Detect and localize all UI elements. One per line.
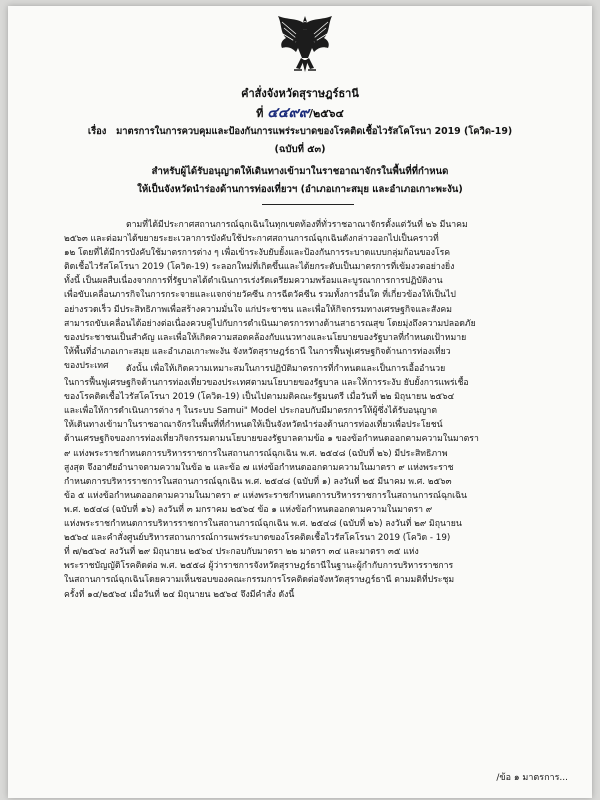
order-number-line bbox=[8, 102, 592, 124]
order-prefix: ที่ bbox=[256, 107, 264, 120]
text-line: พ.ศ. ๒๕๔๘ (ฉบับที่ ๑๖) ลงวันที่ ๓ มกราคม ๒๕๖๔ ข้อ ๑ แห่งข้อกำหนดออกตามความในมาตรา ๙ bbox=[64, 504, 433, 515]
text-line: ทั้งนี้ เป็นผลสืบเนื่องจากการที่รัฐบาลได้ดำเนินการเร่งรัดเตรียมความพร้อมและบูรณาการการปฏิบัติงาน bbox=[64, 276, 443, 287]
text-line: เพื่อขับเคลื่อนภารกิจในการกระจายและแจกจ่ายวัคซีน การฉีดวัคซีน รวมทั้งการอื่นใด ที่เกี่ยวข้องให้เป็นไป bbox=[64, 290, 456, 301]
issuing-agency: คำสั่งจังหวัดสุราษฎร์ธานี bbox=[241, 87, 359, 100]
subject-label: เรื่อง bbox=[87, 126, 107, 137]
text-line: ๙ แห่งพระราชกำหนดการบริหารราชการในสถานการณ์ฉุกเฉิน พ.ศ. ๒๕๔๘ (ฉบับที่ ๒๖) มีประสิทธิภาพ bbox=[64, 448, 448, 459]
subject-text: มาตรการในการควบคุมและป้องกันการแพร่ระบาดของโรคติดเชื้อไวรัสโคโรนา 2019 (โควิด-19) bbox=[116, 126, 513, 137]
text-line: และเพื่อให้การดำเนินการต่าง ๆ ในระบบ Samui" Model ประกอบกับมีมาตรการให้ผู้ซึ่งได้รับอนุญาต bbox=[64, 406, 438, 417]
subject-line bbox=[8, 124, 592, 139]
header-divider bbox=[262, 204, 354, 205]
text-line: ติดเชื้อไวรัสโคโรนา 2019 (โควิด-19) ระลอกใหม่ที่เกิดขึ้นและได้ยกระดับเป็นมาตรการที่เข้มงวดอย่างยิ่ง bbox=[64, 262, 455, 273]
issue-number: (ฉบับที่ ๕๓) bbox=[274, 144, 326, 155]
text-line: กำหนดการบริหารราชการในสถานการณ์ฉุกเฉิน พ.ศ. ๒๕๔๘ (ฉบับที่ ๑) ลงวันที่ ๒๕ มีนาคม พ.ศ. ๒๕๖๓ bbox=[64, 476, 452, 487]
text-line: ให้พื้นที่อำเภอเกาะสมุย และอำเภอเกาะพะงัน จังหวัดสุราษฎร์ธานี ในการฟื้นฟูเศรษฐกิจด้านการท่องเที่ยว bbox=[64, 346, 451, 357]
order-number-handwritten: ๔๔๙๙ bbox=[267, 105, 309, 121]
text-line: ของโรคติดเชื้อไวรัสโคโรนา 2019 (โควิด-19) เป็นไปตามมติคณะรัฐมนตรี เมื่อวันที่ ๒๒ มิถุนายน ๒๕๖๔ bbox=[64, 392, 455, 403]
text-line: ครั้งที่ ๑๔/๒๕๖๔ เมื่อวันที่ ๒๔ มิถุนายน ๒๕๖๔ จึงมีคำสั่ง ดังนี้ bbox=[64, 589, 295, 600]
paragraph-1 bbox=[64, 218, 564, 373]
scope-line-2: ให้เป็นจังหวัดนำร่องด้านการท่องเที่ยวฯ (อำเภอเกาะสมุย และอำเภอเกาะพะงัน) bbox=[137, 184, 463, 195]
garuda-emblem-icon bbox=[274, 14, 336, 74]
document-page bbox=[8, 6, 592, 798]
text-line: สูงสุด จึงอาศัยอำนาจตามความในข้อ ๒ และข้อ ๗ แห่งข้อกำหนดออกตามความในมาตรา ๙ แห่งพระราช bbox=[64, 462, 454, 473]
text-line: ในการฟื้นฟูเศรษฐกิจด้านการท่องเที่ยวของประเทศตามนโยบายของรัฐบาล และให้การระงับ ยับยั้งการแพร่เชื้อ bbox=[64, 378, 469, 389]
text-line: ที่ ๗/๒๕๖๔ ลงวันที่ ๒๙ มิถุนายน ๒๕๖๔ ประกอบกับมาตรา ๒๒ มาตรา ๓๔ และมาตรา ๓๕ แห่ง bbox=[64, 547, 419, 558]
text-line: ในสถานการณ์ฉุกเฉินโดยความเห็นชอบของคณะกรรมการโรคติดต่อจังหวัดสุราษฎร์ธานี ตามมติที่ประชุม bbox=[64, 575, 455, 586]
text-line: อย่างรวดเร็ว มีประสิทธิภาพเพื่อสร้างความมั่นใจ แก่ประชาชน และเพื่อให้กิจกรรมทางเศรษฐกิจและสังคม bbox=[64, 304, 452, 315]
text-line: ของประชาชนเป็นสำคัญ และเพื่อให้เกิดความสอดคล้องกับแนวทางและนโยบายของรัฐบาลที่กำหนดเป้าหมาย bbox=[64, 332, 467, 343]
text-line: ตามที่ได้มีประกาศสถานการณ์ฉุกเฉินในทุกเขตท้องที่ทั่วราชอาณาจักรตั้งแต่วันที่ ๒๖ มีนาคม bbox=[126, 220, 468, 230]
continuation-note: /ข้อ ๑ มาตรการ... bbox=[496, 773, 568, 783]
text-line: ข้อ ๕ แห่งข้อกำหนดออกตามความในมาตรา ๙ แห่งพระราชกำหนดการบริหารราชการในสถานการณ์ฉุกเฉิน bbox=[64, 490, 467, 501]
text-line: ของประเทศ bbox=[64, 360, 109, 371]
text-line: ๒๕๖๔ และคำสั่งศูนย์บริหารสถานการณ์การแพร่ระบาดของโรคติดเชื้อไวรัสโคโรนา 2019 (โควิด - 19) bbox=[64, 533, 451, 544]
order-year: /๒๕๖๔ bbox=[308, 107, 344, 120]
text-line: ให้เดินทางเข้ามาในราชอาณาจักรในพื้นที่ที่กำหนดให้เป็นจังหวัดนำร่องด้านการท่องเที่ยวเพื่อประโยชน์ bbox=[64, 420, 443, 431]
text-line: ดังนั้น เพื่อให้เกิดความเหมาะสมในการปฏิบัติมาตรการที่กำหนดและเป็นการเอื้ออำนวย bbox=[126, 364, 446, 374]
text-line: แห่งพระราชกำหนดการบริหารราชการในสถานการณ์ฉุกเฉิน พ.ศ. ๒๕๔๘ (ฉบับที่ ๒๖) ลงวันที่ ๒๙ มิถุนายน bbox=[64, 519, 462, 530]
scope-line-1: สำหรับผู้ได้รับอนุญาตให้เดินทางเข้ามาในราชอาณาจักรในพื้นที่ที่กำหนด bbox=[151, 166, 449, 177]
text-line: ๒๕๖๓ และต่อมาได้ขยายระยะเวลาการบังคับใช้ประกาศสถานการณ์ฉุกเฉินดังกล่าวออกไปเป็นคราวที่ bbox=[64, 234, 439, 245]
text-line: พระราชบัญญัติโรคติดต่อ พ.ศ. ๒๕๕๘ ผู้ว่าราชการจังหวัดสุราษฎร์ธานีในฐานะผู้กำกับการบริหารราชการ bbox=[64, 561, 454, 572]
text-line: สามารถขับเคลื่อนได้อย่างต่อเนื่องควบคู่ไปกับการดำเนินมาตรการทางด้านสาธารณสุข โดยมุ่งถึงความปลอดภัย bbox=[64, 318, 476, 329]
paragraph-2 bbox=[64, 362, 564, 602]
text-line: ด้านเศรษฐกิจของการท่องเที่ยวกิจกรรมตามนโยบายของรัฐบาลตามข้อ ๑ ของข้อกำหนดออกตามความในมาตรา bbox=[64, 434, 479, 445]
text-line: ๑๒ โดยที่ได้มีการบังคับใช้มาตรการต่าง ๆ เพื่อเข้าระงับยับยั้งและป้องกันการระบาดแบบกลุ่มก้อนของโรค bbox=[64, 248, 451, 259]
